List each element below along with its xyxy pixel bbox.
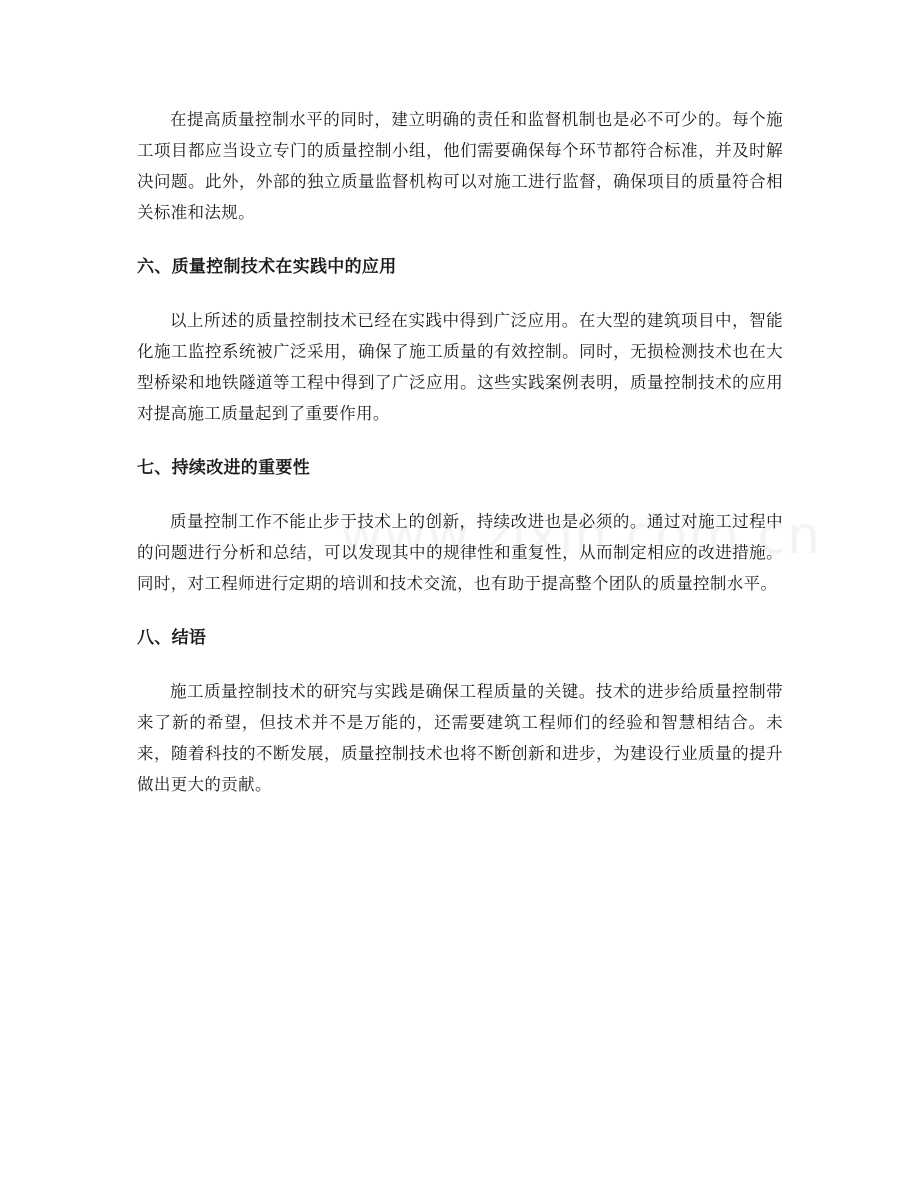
spacer <box>137 429 783 454</box>
section-paragraph: 质量控制工作不能止步于技术上的创新，持续改进也是必须的。通过对施工过程中的问题进行分析和总结，可以发现其中的规律性和重复性，从而制定相应的改进措施。同时，对工程师进行定期的培训和技术交流，也有助于提高整个团队的质量控制水平。 <box>137 512 783 593</box>
section-continuous-improvement <box>137 454 783 599</box>
spacer <box>137 228 783 253</box>
section-conclusion <box>137 624 783 800</box>
spacer <box>137 599 783 624</box>
section-paragraph: 施工质量控制技术的研究与实践是确保工程质量的关键。技术的进步给质量控制带来了新的希望，但技术并不是万能的，还需要建筑工程师们的经验和智慧相结合。未来，随着科技的不断发展，质量控制技术也将不断创新和进步，为建设行业质量的提升做出更大的贡献。 <box>137 682 783 794</box>
section-paragraph: 以上所述的质量控制技术已经在实践中得到广泛应用。在大型的建筑项目中，智能化施工监控系统被广泛采用，确保了施工质量的有效控制。同时，无损检测技术也在大型桥梁和地铁隧道等工程中得到了广泛应用。这些实践案例表明，质量控制技术的应用对提高施工质量起到了重要作用。 <box>137 311 783 423</box>
spacer <box>137 482 783 506</box>
section-heading: 八、结语 <box>137 628 207 648</box>
section-practice-application <box>137 253 783 429</box>
intro-paragraph: 在提高质量控制水平的同时，建立明确的责任和监督机制也是必不可少的。每个施工项目都应当设立专门的质量控制小组，他们需要确保每个环节都符合标准，并及时解决问题。此外，外部的独立质量监督机构可以对施工进行监督，确保项目的质量符合相关标准和法规。 <box>137 110 783 222</box>
section-heading: 七、持续改进的重要性 <box>137 458 310 478</box>
spacer <box>137 652 783 676</box>
section-heading: 六、质量控制技术在实践中的应用 <box>137 257 397 277</box>
spacer <box>137 281 783 305</box>
